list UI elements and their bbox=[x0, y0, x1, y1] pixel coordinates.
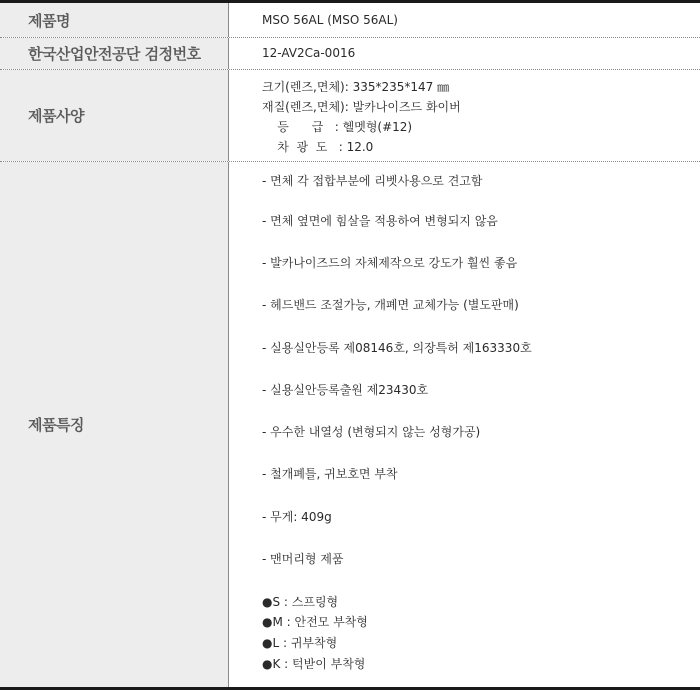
row-header bbox=[0, 70, 229, 161]
certification-number-value: 12-AV2Ca-0016 bbox=[262, 46, 356, 60]
row-header bbox=[0, 38, 229, 69]
row-product-features bbox=[0, 162, 700, 687]
row-value-cell bbox=[262, 3, 700, 37]
row-header bbox=[0, 162, 229, 687]
feature-item: - 실용실안등록 제08146호, 의장특허 제163330호 bbox=[262, 341, 532, 355]
spec-line: 등 급 : 헬멧형(#12) bbox=[262, 120, 413, 134]
type-item: ●K : 턱받이 부착형 bbox=[262, 657, 366, 671]
row-label: 한국산업안전공단 검정번호 bbox=[28, 45, 201, 63]
row-value-cell bbox=[262, 38, 700, 69]
feature-item: - 면체 각 접합부분에 리벳사용으로 견고함 bbox=[262, 174, 483, 188]
feature-item: - 면체 옆면에 힘살을 적용하여 변형되지 않음 bbox=[262, 214, 498, 228]
row-certification-number bbox=[0, 38, 700, 70]
type-item: ●M : 안전모 부착형 bbox=[262, 615, 368, 629]
row-product-name bbox=[0, 3, 700, 38]
spec-line: 차 광 도 : 12.0 bbox=[262, 140, 374, 154]
feature-item: - 무게: 409g bbox=[262, 510, 332, 524]
row-label: 제품특징 bbox=[28, 416, 84, 434]
row-product-spec bbox=[0, 70, 700, 162]
spec-line: 크기(렌즈,면체): 335*235*147 ㎜ bbox=[262, 80, 450, 94]
row-value-cell bbox=[262, 162, 700, 687]
type-item: ●S : 스프링형 bbox=[262, 595, 339, 609]
product-name-value: MSO 56AL (MSO 56AL) bbox=[262, 13, 398, 27]
row-label: 제품사양 bbox=[28, 107, 84, 125]
table-bottom-rule bbox=[0, 687, 700, 690]
spec-line: 재질(렌즈,면체): 발카나이즈드 화이버 bbox=[262, 100, 461, 114]
feature-item: - 철개폐틀, 귀보호면 부착 bbox=[262, 467, 398, 481]
row-label: 제품명 bbox=[28, 11, 70, 30]
feature-item: - 맨머리형 제품 bbox=[262, 552, 344, 566]
feature-item: - 우수한 내열성 (변형되지 않는 성형가공) bbox=[262, 425, 481, 439]
feature-item: - 헤드밴드 조절가능, 개폐면 교체가능 (별도판매) bbox=[262, 298, 519, 312]
row-header bbox=[0, 3, 229, 37]
feature-item: - 실용실안등록출원 제23430호 bbox=[262, 383, 429, 397]
feature-item: - 발카나이즈드의 자체제작으로 강도가 훨씬 좋음 bbox=[262, 256, 518, 270]
row-value-cell bbox=[262, 70, 700, 161]
type-item: ●L : 귀부착형 bbox=[262, 636, 338, 650]
